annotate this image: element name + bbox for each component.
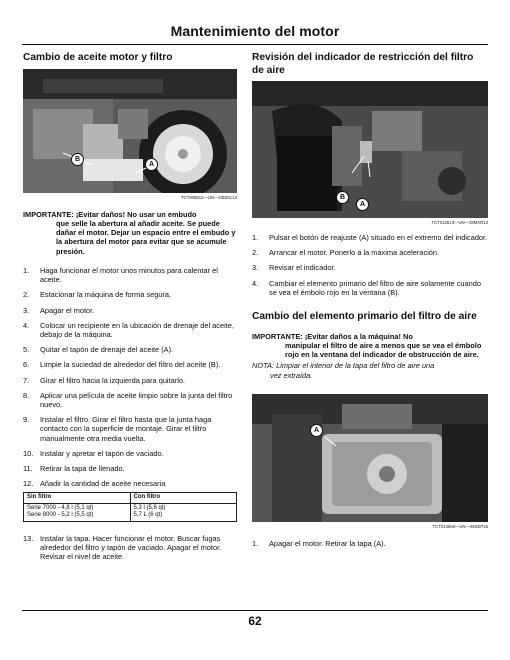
important-warning (252, 332, 488, 360)
oil-figure-caption: TCT908812—UN—23DEC13 (180, 194, 237, 200)
primary-element-heading: Cambio del elemento primario del filtro de aire (252, 311, 477, 323)
table-row (24, 503, 237, 521)
restriction-indicator-heading: Revisión del indicador de restricción del filtro de aire (252, 52, 474, 76)
callout-b: B (336, 191, 349, 204)
filter-cover-photo (252, 394, 488, 522)
left-column (23, 52, 237, 567)
list-item: 5. Quitar el tapón de drenaje del aceite (A). (23, 345, 174, 355)
callout-a: A (145, 158, 158, 171)
primary-element-steps (252, 539, 488, 548)
list-item: 1. Apagar el motor. Retirar la tapa (A). (252, 539, 386, 548)
oil-filter-figure (23, 69, 237, 193)
oil-change-heading: Cambio de aceite motor y filtro (23, 52, 173, 63)
right-column (252, 52, 488, 554)
page-number: 62 (248, 614, 262, 628)
important-first-line: ¡Evitar daños! No usar un embudo (75, 209, 197, 219)
callout-a: A (310, 424, 323, 437)
important-label: IMPORTANTE: (23, 209, 74, 219)
important-label: IMPORTANTE: (252, 331, 303, 341)
oil-change-steps (23, 266, 237, 488)
list-item: 6. Limpie la suciedad de alrededor del filtro del aceite (B). (23, 360, 221, 370)
list-item: 3. Revisar el indicador. (252, 263, 336, 273)
callout-b: B (71, 153, 84, 166)
list-item: 8. Aplicar una película de aceite limpio sobre la junta del filtro nuevo. (23, 390, 233, 410)
list-item: 13. Instalar la tapa. Hacer funcionar el motor. Buscar fugas alrededor del filtro y tapón de vaciado. Apagar el motor. Revisar el nivel de aceite. (23, 533, 222, 562)
list-item: 1. Haga funcionar el motor unos minutos para calentar el aceite. (23, 265, 218, 285)
note (252, 361, 488, 380)
list-item: 4. Colocar un recipiente en la ubicación de drenaje del aceite, debajo de la máquina. (23, 320, 234, 339)
cover-figure-caption: TCT013666—UN—06SEP15 (432, 524, 488, 529)
note-body: vez extraída. (270, 370, 313, 380)
oil-change-final-step (23, 534, 237, 562)
table-cell: 5,3 l (5,6 qt) 5,7 L (6 qt) (130, 503, 237, 521)
title-rule (22, 44, 488, 45)
important-body: que selle la abertura al añadir aceite. Se puede dañar el motor. Dejar un espacio entre el embudo y la abertura del motor para evitar que se acumule presión. (56, 218, 236, 256)
note-label: NOTA: (252, 361, 275, 371)
indicator-figure-caption: TCT013613—UN—19MAR13 (431, 220, 488, 225)
important-warning (23, 210, 237, 256)
callout-a: A (356, 198, 369, 211)
footer-rule (22, 610, 488, 611)
list-item: 3. Apagar el motor. (23, 305, 95, 315)
list-item: 4. Cambiar el elemento primario del filtro de aire solamente cuando se vea el émbolo rojo en la ventana (B). (252, 278, 481, 297)
important-body: manipular el filtro de aire a menos que se vea el émbolo rojo en la ventana del indicador de obstrucción de aire. (285, 340, 482, 360)
table-header-row (24, 493, 237, 503)
page-title: Mantenimiento del motor (170, 23, 340, 39)
list-item: 2. Estacionar la máquina de forma segura. (23, 290, 172, 300)
indicator-steps (252, 233, 488, 297)
engine-oil-photo (23, 69, 237, 193)
list-item: 1. Pulsar el botón de reajuste (A) situado en el extremo del indicador. (252, 233, 488, 242)
table-header: Sin filtro (24, 493, 131, 503)
list-item: 2. Arrancar el motor. Ponerlo a la máxima aceleración. (252, 248, 440, 258)
list-item: 11. Retirar la tapa de llenado. (23, 464, 125, 474)
air-filter-photo (252, 81, 488, 218)
primary-element-figure (252, 394, 488, 522)
oil-capacity-table (23, 492, 237, 521)
list-item: 10. Instalar y apretar el tapón de vaciado. (23, 448, 164, 458)
list-item: 9. Instalar el filtro. Girar el filtro hasta que la junta haga contacto con la superficie de montaje. Girar el filtro manualmente otra media vuelta. (23, 415, 212, 443)
list-item: 12. Añadir la cantidad de aceite necesaria (23, 479, 166, 489)
note-first-line: Limpiar el interior de la tapa del filtro de aire una (276, 361, 435, 371)
important-first-line: ¡Evitar daños a la máquina! No (304, 331, 413, 341)
restriction-indicator-figure (252, 81, 488, 218)
list-item: 7. Girar el filtro hacia la izquierda para quitarlo. (23, 375, 186, 385)
table-header: Con filtro (130, 493, 237, 503)
table-cell: Serie 7000 - 4,8 l (5,1 qt) Serie 8000 - 5,2 l (5,5 qt) (24, 503, 131, 521)
